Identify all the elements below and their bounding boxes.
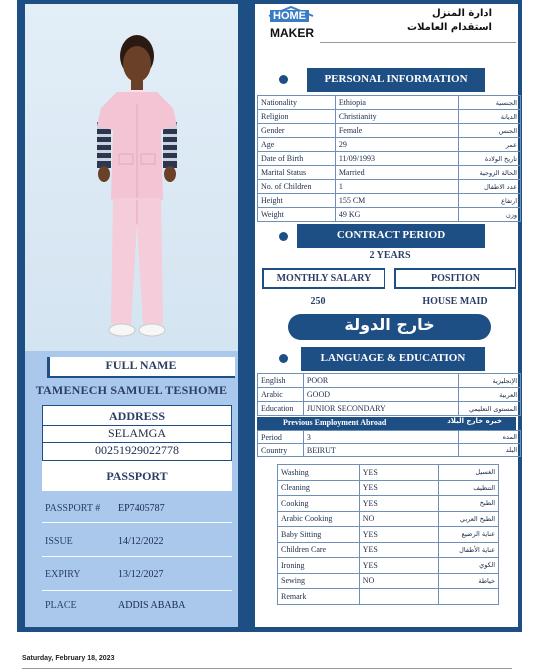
header-divider <box>320 42 516 43</box>
skill-row <box>278 589 499 605</box>
personal-info-row-label: Age <box>258 138 336 152</box>
section-bullet-icon <box>279 354 288 363</box>
section-bullet-icon <box>279 75 288 84</box>
place-label: PLACE <box>45 600 77 611</box>
personal-info-row-arabic-label: الديانة <box>459 110 521 124</box>
skill-row-arabic-label: عناية الأطفال <box>439 542 499 558</box>
full-name-label: FULL NAME <box>105 358 177 372</box>
skill-row-value: YES <box>359 527 438 543</box>
skill-row-label: Children Care <box>278 542 360 558</box>
personal-info-row <box>258 208 521 222</box>
candidate-photo <box>25 4 238 351</box>
previous-employment-row-value: 3 <box>303 431 458 444</box>
language-row-label: English <box>258 374 304 388</box>
previous-employment-row-arabic-label: المده <box>459 431 521 444</box>
address-label: ADDRESS <box>108 409 165 423</box>
personal-info-row <box>258 138 521 152</box>
personal-info-row-arabic-label: تاريخ الولادة <box>459 152 521 166</box>
previous-employment-row-label: Period <box>258 431 304 444</box>
previous-employment-table <box>257 430 521 457</box>
personal-info-row-arabic-label: عمر <box>459 138 521 152</box>
passport-number-value: EP7405787 <box>118 503 165 514</box>
personal-info-row-label: Weight <box>258 208 336 222</box>
skill-row-value: YES <box>359 465 438 481</box>
language-row <box>258 388 521 402</box>
issue-label: ISSUE <box>45 536 73 547</box>
full-name-value: TAMENECH SAMUEL TESHOME <box>35 383 228 397</box>
agency-arabic-line1: ادارة المنزل <box>432 8 492 19</box>
personal-info-row-label: Height <box>258 194 336 208</box>
position-label: POSITION <box>394 268 516 289</box>
skill-row-label: Arabic Cooking <box>278 511 360 527</box>
personal-info-row <box>258 152 521 166</box>
language-row-arabic-label: العربية <box>459 388 521 402</box>
skill-row <box>278 558 499 574</box>
contract-period-value: 2 YEARS <box>369 250 411 261</box>
personal-info-row-value: 11/09/1993 <box>335 152 458 166</box>
skill-row-arabic-label: الطبخ العربي <box>439 511 499 527</box>
personal-info-row-value: 49 KG <box>335 208 458 222</box>
skill-row-value: NO <box>359 511 438 527</box>
personal-info-row-label: Gender <box>258 124 336 138</box>
personal-info-row <box>258 166 521 180</box>
personal-info-row-value: 1 <box>335 180 458 194</box>
previous-employment-row <box>258 431 521 444</box>
language-row-arabic-label: الإنجليزية <box>459 374 521 388</box>
skill-row-arabic-label: الطبخ <box>439 496 499 512</box>
skill-row-value <box>359 589 438 605</box>
personal-info-row-label: Religion <box>258 110 336 124</box>
skill-row-value: YES <box>359 480 438 496</box>
skill-row <box>278 573 499 589</box>
personal-info-row-value: Female <box>335 124 458 138</box>
previous-employment-row-value: BEIRUT <box>303 444 458 457</box>
abroad-banner: خارج الدولة <box>288 314 491 340</box>
personal-info-row <box>258 110 521 124</box>
logo-home-text: HOME <box>270 10 309 22</box>
skill-row-label: Baby Sitting <box>278 527 360 543</box>
skill-row <box>278 511 499 527</box>
divider <box>42 556 232 557</box>
footer-divider <box>22 668 512 669</box>
skill-row-arabic-label <box>439 589 499 605</box>
skill-row-value: YES <box>359 542 438 558</box>
expiry-label: EXPIRY <box>45 569 81 580</box>
previous-employment-band <box>257 417 516 430</box>
skill-row-arabic-label: الكوي <box>439 558 499 574</box>
skill-row-label: Ironing <box>278 558 360 574</box>
personal-info-row-label: Date of Birth <box>258 152 336 166</box>
language-row-arabic-label: المستوى التعليمي <box>459 402 521 416</box>
personal-info-row-value: 29 <box>335 138 458 152</box>
personal-info-band <box>307 68 485 92</box>
previous-employment-title-ar: خبره خارج البلاد <box>447 417 502 425</box>
logo-maker-text: MAKER <box>270 26 314 40</box>
skill-row <box>278 480 499 496</box>
personal-info-row-arabic-label: الجنس <box>459 124 521 138</box>
monthly-salary-label: MONTHLY SALARY <box>262 268 385 289</box>
place-value: ADDIS ABABA <box>118 600 186 611</box>
skill-row <box>278 542 499 558</box>
skill-row-label: Remark <box>278 589 360 605</box>
issue-value: 14/12/2022 <box>118 536 164 547</box>
footer-date: Saturday, February 18, 2023 <box>22 655 115 662</box>
language-education-title: LANGUAGE & EDUCATION <box>320 352 466 364</box>
address-phone: 00251929022778 <box>42 442 232 458</box>
personal-info-row <box>258 96 521 110</box>
personal-info-row <box>258 194 521 208</box>
skill-row <box>278 527 499 543</box>
personal-info-row-arabic-label: عدد الاطفال <box>459 180 521 194</box>
skill-row-arabic-label: الغسيل <box>439 465 499 481</box>
personal-info-row-arabic-label: الجنسية <box>459 96 521 110</box>
personal-info-title: PERSONAL INFORMATION <box>324 73 468 85</box>
personal-info-row-value: Christianity <box>335 110 458 124</box>
skill-row-value: YES <box>359 496 438 512</box>
skill-row <box>278 496 499 512</box>
previous-employment-title: Previous Employment Abroad <box>283 418 387 427</box>
skill-row-value: NO <box>359 573 438 589</box>
personal-info-row-value: Married <box>335 166 458 180</box>
skill-row-value: YES <box>359 558 438 574</box>
divider <box>42 590 232 591</box>
language-row-label: Education <box>258 402 304 416</box>
contract-period-band <box>297 224 485 248</box>
skill-row-label: Cooking <box>278 496 360 512</box>
passport-label: PASSPORT <box>106 469 168 483</box>
language-row-value: POOR <box>303 374 458 388</box>
personal-info-row <box>258 124 521 138</box>
language-education-band <box>301 347 485 371</box>
language-table <box>257 373 521 416</box>
skill-row-label: Sewing <box>278 573 360 589</box>
passport-number-label: PASSPORT # <box>45 503 101 514</box>
language-row-value: JUNIOR SECONDARY <box>303 402 458 416</box>
section-bullet-icon <box>279 232 288 241</box>
expiry-value: 13/12/2027 <box>118 569 164 580</box>
skill-row-arabic-label: التنظيف <box>439 480 499 496</box>
skill-row <box>278 465 499 481</box>
personal-info-row-value: Ethiopia <box>335 96 458 110</box>
personal-info-row-label: Nationality <box>258 96 336 110</box>
personal-info-row-arabic-label: وزن <box>459 208 521 222</box>
language-row-label: Arabic <box>258 388 304 402</box>
personal-info-row <box>258 180 521 194</box>
personal-info-row-arabic-label: الحالة الزوجية <box>459 166 521 180</box>
previous-employment-row <box>258 444 521 457</box>
skill-row-arabic-label: خياطة <box>439 573 499 589</box>
personal-info-row-arabic-label: ارتفاع <box>459 194 521 208</box>
personal-info-row-label: Marital Status <box>258 166 336 180</box>
position-value: HOUSE MAID <box>422 296 488 307</box>
contract-period-title: CONTRACT PERIOD <box>336 229 446 241</box>
personal-info-row-label: No. of Children <box>258 180 336 194</box>
language-row <box>258 402 521 416</box>
personal-info-row-value: 155 CM <box>335 194 458 208</box>
personal-info-table <box>257 95 521 222</box>
candidate-figure-image <box>25 4 238 351</box>
monthly-salary-value: 250 <box>310 296 326 307</box>
language-row-value: GOOD <box>303 388 458 402</box>
language-row <box>258 374 521 388</box>
skills-table <box>277 464 499 605</box>
skill-row-label: Cleaning <box>278 480 360 496</box>
address-city: SELAMGA <box>42 425 232 441</box>
skill-row-label: Washing <box>278 465 360 481</box>
divider <box>42 522 232 523</box>
previous-employment-row-label: Country <box>258 444 304 457</box>
previous-employment-row-arabic-label: البلد <box>459 444 521 457</box>
agency-arabic-line2: استقدام العاملات <box>407 22 492 33</box>
skill-row-arabic-label: عناية الرضيع <box>439 527 499 543</box>
